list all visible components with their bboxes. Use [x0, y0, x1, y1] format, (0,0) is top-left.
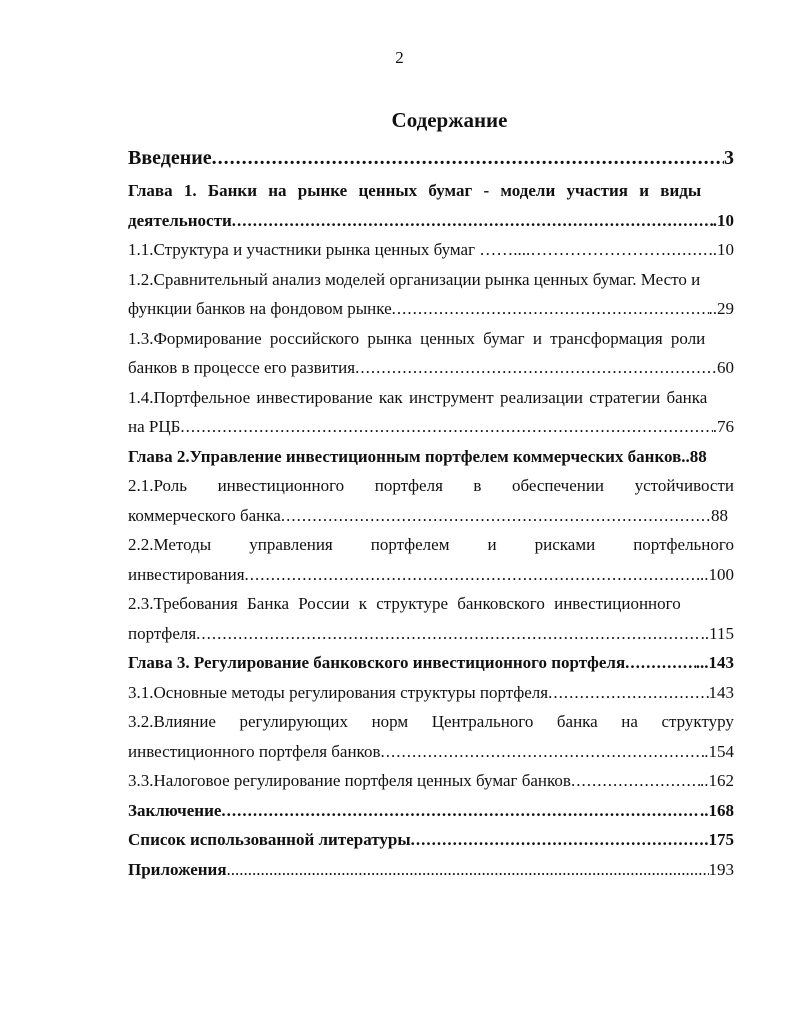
- dot-leader: [281, 501, 711, 531]
- toc-entry-page: .154: [704, 741, 734, 761]
- toc-entry-text: 2.3.Требования Банка России к структуре банковского инвестиционного: [128, 594, 681, 613]
- dot-leader: [180, 412, 712, 442]
- toc-entry-chapter-2: [128, 442, 734, 472]
- toc-entry-text: Заключение: [128, 800, 222, 820]
- toc-entry-text: деятельности: [128, 210, 232, 230]
- toc-word: в: [473, 476, 482, 495]
- toc-entry-text: 3.3.Налоговое регулирование портфеля ценных бумаг банков: [128, 771, 571, 790]
- toc-entry-text: 1.4.Портфельное инвестирование как инструмент реализации стратегии банка: [128, 387, 708, 407]
- toc-entry-conclusion: [128, 796, 734, 826]
- toc-entry-text: портфеля: [128, 623, 197, 643]
- toc-entry-1-3-cont: [128, 353, 734, 383]
- toc-entry-text: 1.2.Сравнительный анализ моделей организации рынка ценных бумаг. Место и: [128, 269, 701, 289]
- toc-entry-text: банков в процессе его развития: [128, 358, 356, 377]
- toc-word: на: [621, 712, 638, 731]
- toc-entry-chapter-1-cont: [128, 206, 734, 236]
- page-title: Содержание: [391, 108, 508, 132]
- table-of-contents: [128, 140, 734, 884]
- toc-entry-text: Глава 2.Управление инвестиционным портфелем коммерческих банков: [128, 446, 682, 466]
- toc-entry-3-2: [128, 707, 734, 737]
- dot-leader: [666, 235, 708, 265]
- toc-entry-page: ..29: [708, 299, 734, 318]
- toc-word: банка: [556, 712, 598, 731]
- toc-entry-page: 88: [711, 505, 728, 525]
- toc-entry-2-2-cont: [128, 560, 734, 590]
- toc-word: портфеля: [374, 476, 443, 495]
- toc-entry-page: 193: [708, 859, 734, 879]
- dot-leader: [227, 855, 709, 885]
- dot-leader: [232, 206, 713, 236]
- toc-entry-page: 3: [724, 147, 734, 169]
- dot-leader: [625, 648, 696, 678]
- toc-word: портфельного: [633, 535, 734, 554]
- toc-entry-2-3-cont: [128, 619, 734, 649]
- toc-word: инвестиционного: [217, 476, 345, 495]
- dot-leader: [221, 796, 700, 826]
- toc-entry-references: [128, 825, 734, 855]
- toc-entry-1-3: [128, 324, 734, 354]
- dot-leader: [355, 353, 717, 383]
- toc-word: регулирующих: [239, 712, 349, 731]
- toc-word: структуру: [661, 712, 734, 731]
- toc-word: устойчивости: [634, 476, 734, 495]
- toc-entry-2-3: [128, 589, 734, 619]
- toc-word: 2.1.Роль: [128, 476, 188, 495]
- dot-leader: [381, 737, 705, 767]
- dot-leader: [245, 560, 700, 590]
- toc-entry-2-2: [128, 530, 734, 560]
- toc-entry-text: Глава 3. Регулирование банковского инвестиционного портфеля: [128, 653, 626, 672]
- toc-entry-text: на РЦБ: [128, 417, 181, 436]
- toc-entry-page: ...143: [695, 653, 734, 672]
- toc-entry-page: ..162: [700, 771, 734, 790]
- toc-word: рисками: [534, 535, 596, 554]
- dot-leader: [196, 619, 700, 649]
- toc-entry-intro: [128, 140, 734, 176]
- dot-leader: [571, 766, 700, 796]
- toc-entry-text: Глава 1. Банки на рынке ценных бумаг - модели участия и виды: [128, 181, 702, 200]
- toc-entry-page: ..88: [681, 446, 707, 466]
- page-number: 2: [395, 48, 404, 67]
- toc-entry-text: Приложения: [128, 859, 227, 879]
- toc-entry-text: Введение: [128, 147, 212, 169]
- toc-word: и: [487, 535, 497, 554]
- toc-entry-page: 60: [717, 358, 734, 377]
- toc-entry-text: 3.1.Основные методы регулирования структуры портфеля: [128, 682, 549, 702]
- toc-entry-text: инвестирования: [128, 564, 245, 584]
- toc-entry-page: .76: [712, 417, 734, 436]
- toc-word: Центрального: [431, 712, 534, 731]
- toc-entry-appendix: [128, 855, 734, 885]
- toc-entry-page: ..100: [700, 564, 734, 584]
- toc-entry-text: коммерческого банка: [128, 505, 281, 525]
- toc-entry-chapter-3: [128, 648, 734, 678]
- toc-entry-1-4: [128, 383, 734, 413]
- toc-entry-page: 143: [708, 682, 734, 702]
- toc-entry-2-1-cont: [128, 501, 734, 531]
- toc-entry-3-2-cont: [128, 737, 734, 767]
- toc-entry-1-1: [128, 235, 734, 265]
- toc-word: 3.2.Влияние: [128, 712, 216, 731]
- toc-entry-text: функции банков на фондовом рынке: [128, 299, 392, 318]
- toc-entry-text: 1.1.Структура и участники рынка ценных бумаг ……....……………………: [128, 240, 667, 259]
- dot-leader: [392, 294, 709, 324]
- toc-entry-1-4-cont: [128, 412, 734, 442]
- toc-word: управления: [249, 535, 333, 554]
- toc-entry-page: .175: [704, 830, 734, 849]
- toc-word: обеспечении: [511, 476, 605, 495]
- toc-word: портфелем: [370, 535, 450, 554]
- toc-entry-1-2-cont: [128, 294, 734, 324]
- toc-entry-3-1: [128, 678, 734, 708]
- toc-word: 2.2.Методы: [128, 535, 212, 554]
- toc-entry-page: ..168: [700, 800, 734, 820]
- toc-entry-text: Список использованной литературы: [128, 830, 411, 849]
- toc-word: норм: [371, 712, 409, 731]
- dot-leader: [411, 825, 705, 855]
- toc-entry-1-2: [128, 265, 734, 295]
- toc-entry-page: ..10: [708, 240, 734, 259]
- toc-entry-chapter-1: [128, 176, 734, 206]
- toc-entry-2-1: [128, 471, 734, 501]
- toc-entry-3-3: [128, 766, 734, 796]
- toc-entry-text: 1.3.Формирование российского рынка ценных бумаг и трансформация роли: [128, 328, 706, 348]
- dot-leader: [212, 140, 724, 176]
- toc-entry-page: ..115: [700, 623, 734, 643]
- dot-leader: [548, 678, 708, 708]
- toc-entry-page: .10: [712, 210, 734, 230]
- toc-entry-text: инвестиционного портфеля банков: [128, 741, 381, 761]
